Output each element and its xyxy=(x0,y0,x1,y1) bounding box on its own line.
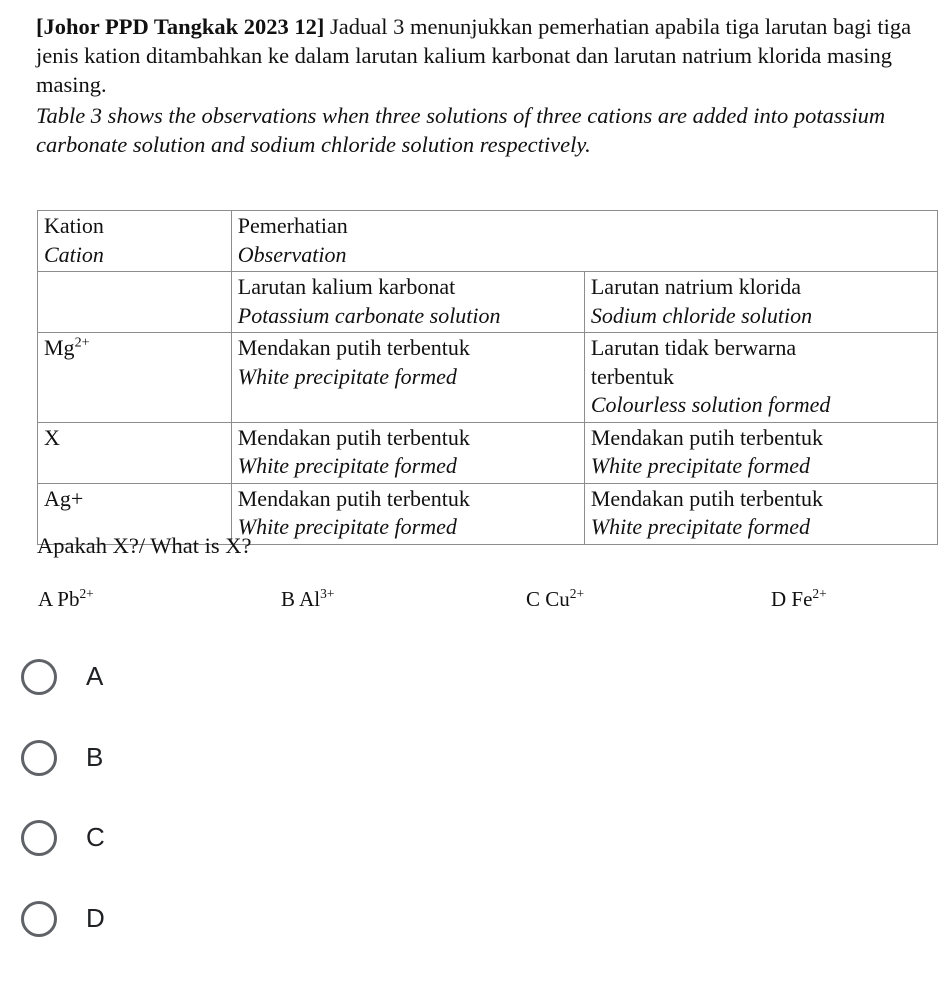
inline-option-c-letter: C xyxy=(526,587,541,611)
subheader-col-b-ms: Larutan natrium klorida xyxy=(590,274,802,299)
table-subheader-sodium-chloride-cell xyxy=(584,272,937,333)
observation-a-ms: Mendakan putih terbentuk xyxy=(237,424,470,450)
radio-option-b-label: B xyxy=(86,741,104,772)
radio-option-a[interactable] xyxy=(0,645,951,726)
inline-option-d-element: Fe xyxy=(791,587,813,611)
cation-element: X xyxy=(44,424,60,450)
observation-b-en: Colourless solution formed xyxy=(590,392,831,417)
table-subheader-empty-cell xyxy=(38,272,232,333)
spacer xyxy=(44,273,231,301)
header-observation-ms: Pemerhatian xyxy=(237,213,348,238)
radio-button-icon[interactable] xyxy=(21,740,57,776)
observation-a-en: White precipitate formed xyxy=(237,363,457,389)
table-row-cation-cell xyxy=(38,422,232,483)
inline-option-a-charge: 2+ xyxy=(79,586,94,601)
table-subheader-row xyxy=(38,272,938,333)
radio-option-d-label: D xyxy=(86,902,105,933)
question-source-tag: [Johor PPD Tangkak 2023 12] xyxy=(36,14,325,39)
question-malay-paragraph xyxy=(36,12,932,99)
cation-charge: 2+ xyxy=(74,334,90,351)
observation-b-en: White precipitate formed xyxy=(590,453,810,478)
cation-formula xyxy=(44,424,231,453)
table-row-observation-a-cell xyxy=(231,333,584,423)
question-malay-text: Jadual 3 menunjukkan pemerhatian apabila tiga larutan bagi tiga jenis kation ditambahkan ke dalam larutan kalium karbonat dan larutan natrium klorida masing masing. xyxy=(36,14,912,97)
radio-button-icon[interactable] xyxy=(21,659,57,695)
radio-button-icon[interactable] xyxy=(21,820,57,856)
inline-option-c-charge: 2+ xyxy=(569,586,585,601)
inline-option-b-element: Al xyxy=(299,587,321,611)
table-row-observation-b-cell xyxy=(584,483,937,544)
table-subheader-potassium-carbonate-cell xyxy=(231,272,584,333)
observation-b-ms-line1: Mendakan putih terbentuk xyxy=(590,485,824,511)
table-row xyxy=(38,333,938,423)
radio-option-a-label: A xyxy=(86,661,104,691)
inline-options-row xyxy=(38,584,928,614)
table-row-observation-b-cell xyxy=(584,333,937,423)
table-header-observation-cell xyxy=(231,211,937,272)
cation-element: Mg xyxy=(44,335,75,360)
sub-question-text: Apakah X?/ What is X? xyxy=(37,533,252,558)
subheader-col-b-en: Sodium chloride solution xyxy=(590,302,813,328)
spacer xyxy=(44,301,231,329)
table-row-cation-cell xyxy=(38,333,232,423)
inline-option-d-letter: D xyxy=(771,587,787,611)
observation-table xyxy=(37,210,938,545)
cation-formula xyxy=(44,485,231,514)
table-header-row xyxy=(38,211,938,272)
radio-option-c-label: C xyxy=(86,822,105,852)
table-row-observation-b-cell xyxy=(584,422,937,483)
header-cation-ms: Kation xyxy=(44,213,104,238)
question-stem xyxy=(36,12,932,159)
cation-formula xyxy=(44,334,231,363)
observation-a-en: White precipitate formed xyxy=(237,453,457,478)
observation-b-en: White precipitate formed xyxy=(590,514,810,539)
inline-option-a-element: Pb xyxy=(57,587,80,611)
observation-a-ms: Mendakan putih terbentuk xyxy=(237,335,470,360)
inline-option-b-charge: 3+ xyxy=(320,586,335,601)
radio-option-b[interactable] xyxy=(0,726,951,807)
inline-option-b xyxy=(281,584,334,614)
inline-option-d-charge: 2+ xyxy=(812,586,827,601)
inline-option-d xyxy=(771,584,827,614)
inline-option-a-letter: A xyxy=(38,587,53,611)
cation-element: Ag+ xyxy=(44,485,84,511)
inline-option-b-letter: B xyxy=(281,587,296,611)
radio-option-d[interactable] xyxy=(0,887,951,968)
subheader-col-a-en: Potassium carbonate solution xyxy=(237,302,501,328)
table-row-observation-a-cell xyxy=(231,422,584,483)
table-row xyxy=(38,422,938,483)
radio-button-icon[interactable] xyxy=(21,901,57,937)
inline-option-c xyxy=(526,584,584,614)
answer-radio-group xyxy=(0,645,951,967)
header-cation-en: Cation xyxy=(44,241,104,267)
observation-b-ms-line2: terbentuk xyxy=(590,363,674,389)
table-row-observation-a-cell xyxy=(231,483,584,544)
subheader-col-a-ms: Larutan kalium karbonat xyxy=(237,274,456,299)
observation-b-ms-line1: Larutan tidak berwarna xyxy=(590,335,797,360)
observation-a-en: White precipitate formed xyxy=(237,514,457,539)
observation-b-ms-line1: Mendakan putih terbentuk xyxy=(590,424,824,450)
inline-option-c-element: Cu xyxy=(545,587,570,611)
radio-option-c[interactable] xyxy=(0,806,951,887)
observation-a-ms: Mendakan putih terbentuk xyxy=(237,485,470,511)
table-header-cation-cell xyxy=(38,211,232,272)
question-english-text: Table 3 shows the observations when three solutions of three cations are added into potassium carbonate solution and sodium chloride solution respectively. xyxy=(36,103,886,157)
inline-option-a xyxy=(38,584,94,614)
header-observation-en: Observation xyxy=(237,241,347,267)
